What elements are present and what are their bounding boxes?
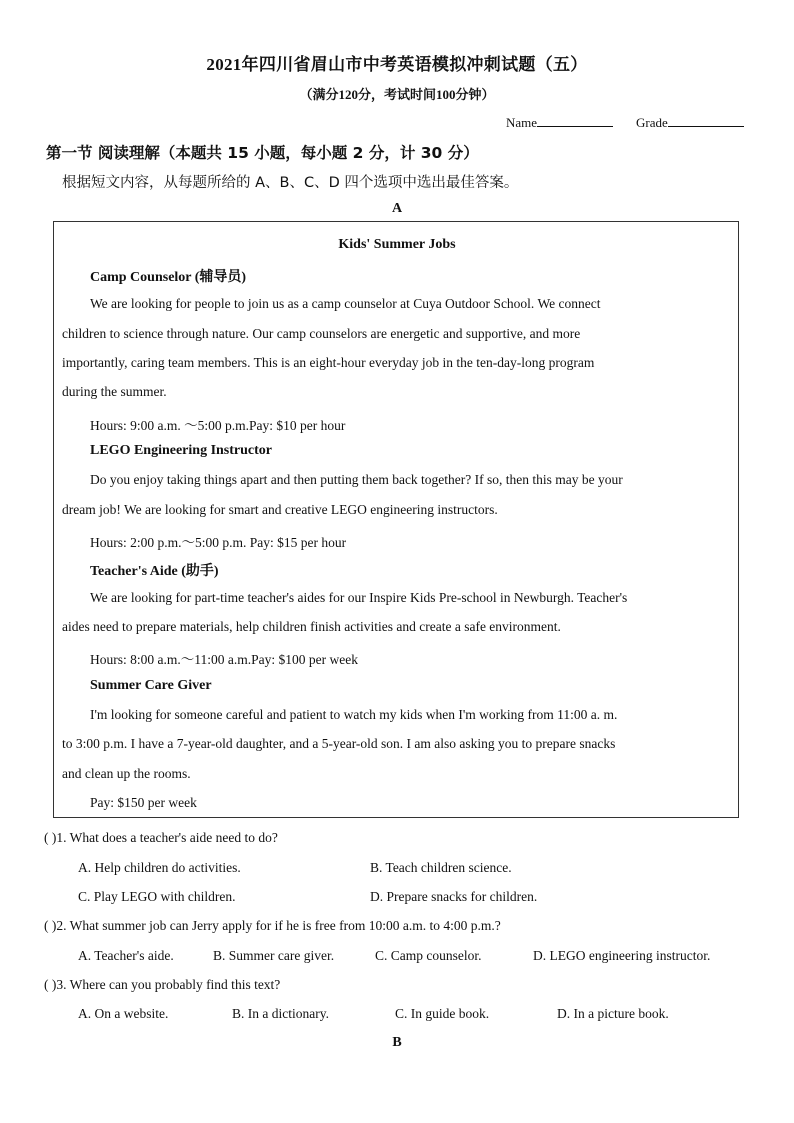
answer-option[interactable]: A. Help children do activities. [78, 860, 241, 875]
name-field[interactable] [506, 114, 613, 131]
job-info: Hours: 9:00 a.m. ～5:00 p.m.Pay: $10 per hour [90, 418, 346, 433]
job-heading: LEGO Engineering Instructor [90, 443, 273, 458]
passage-line: during the summer. [62, 384, 167, 399]
section-instruction: 根据短文内容，从每题所给的 A、B、C、D 四个选项中选出最佳答案。 [62, 175, 519, 191]
part-b-label: B [392, 1035, 402, 1050]
answer-option[interactable]: D. Prepare snacks for children. [370, 889, 538, 904]
name-label: Name [506, 115, 538, 130]
grade-field[interactable] [636, 114, 744, 131]
job-info: Pay: $150 per week [90, 795, 197, 810]
question-stem: ( )2. What summer job can Jerry apply for if he is free from 10:00 a.m. to 4:00 p.m.? [44, 918, 501, 933]
job-heading: Summer Care Giver [90, 678, 212, 693]
answer-option[interactable]: B. Teach children science. [370, 860, 512, 875]
grade-label: Grade [636, 115, 668, 130]
job-heading: Camp Counselor (辅导员) [90, 270, 247, 285]
passage-line: I'm looking for someone careful and patient to watch my kids when I'm working from 11:00 a. m. [90, 707, 618, 722]
answer-option[interactable]: A. On a website. [78, 1006, 169, 1021]
passage-line: children to science through nature. Our camp counselors are energetic and supportive, and more [62, 326, 581, 341]
passage-line: to 3:00 p.m. I have a 7-year-old daughter, and a 5-year-old son. I am also asking you to prepare snacks [62, 736, 616, 751]
job-heading: Teacher's Aide (助手) [90, 564, 219, 579]
answer-option[interactable]: B. In a dictionary. [232, 1006, 329, 1021]
passage-line: We are looking for part-time teacher's aides for our Inspire Kids Pre-school in Newburgh. Teacher's [90, 590, 628, 605]
exam-subtitle: （满分120分，考试时间100分钟） [299, 87, 495, 102]
passage-line: Do you enjoy taking things apart and then putting them back together? If so, then this may be your [90, 472, 623, 487]
answer-option[interactable]: D. LEGO engineering instructor. [533, 948, 711, 963]
question-stem: ( )1. What does a teacher's aide need to do? [44, 830, 278, 845]
answer-option[interactable]: C. Camp counselor. [375, 948, 482, 963]
grade-blank[interactable] [668, 114, 744, 127]
answer-option[interactable]: D. In a picture book. [557, 1006, 669, 1021]
answer-option[interactable]: B. Summer care giver. [213, 948, 335, 963]
answer-option[interactable]: C. Play LEGO with children. [78, 889, 236, 904]
job-info: Hours: 8:00 a.m.～11:00 a.m.Pay: $100 per week [90, 652, 358, 667]
passage-line: We are looking for people to join us as a camp counselor at Cuya Outdoor School. We connect [90, 296, 601, 311]
section-title: 第一节 阅读理解（本题共 15 小题，每小题 2 分，计 30 分） [46, 144, 479, 162]
passage-line: aides need to prepare materials, help children finish activities and create a safe environment. [62, 619, 561, 634]
question-stem: ( )3. Where can you probably find this text? [44, 977, 281, 992]
exam-title: 2021年四川省眉山市中考英语模拟冲刺试题（五） [206, 55, 588, 74]
answer-option[interactable]: C. In guide book. [395, 1006, 490, 1021]
answer-option[interactable]: A. Teacher's aide. [78, 948, 174, 963]
passage-line: importantly, caring team members. This is an eight-hour everyday job in the ten-day-long program [62, 355, 595, 370]
passage-line: dream job! We are looking for smart and creative LEGO engineering instructors. [62, 502, 498, 517]
name-blank[interactable] [537, 114, 613, 127]
passage-title: Kids' Summer Jobs [338, 237, 456, 252]
passage-line: and clean up the rooms. [62, 766, 191, 781]
job-info: Hours: 2:00 p.m.～5:00 p.m. Pay: $15 per hour [90, 535, 347, 550]
part-a-label: A [391, 201, 403, 216]
